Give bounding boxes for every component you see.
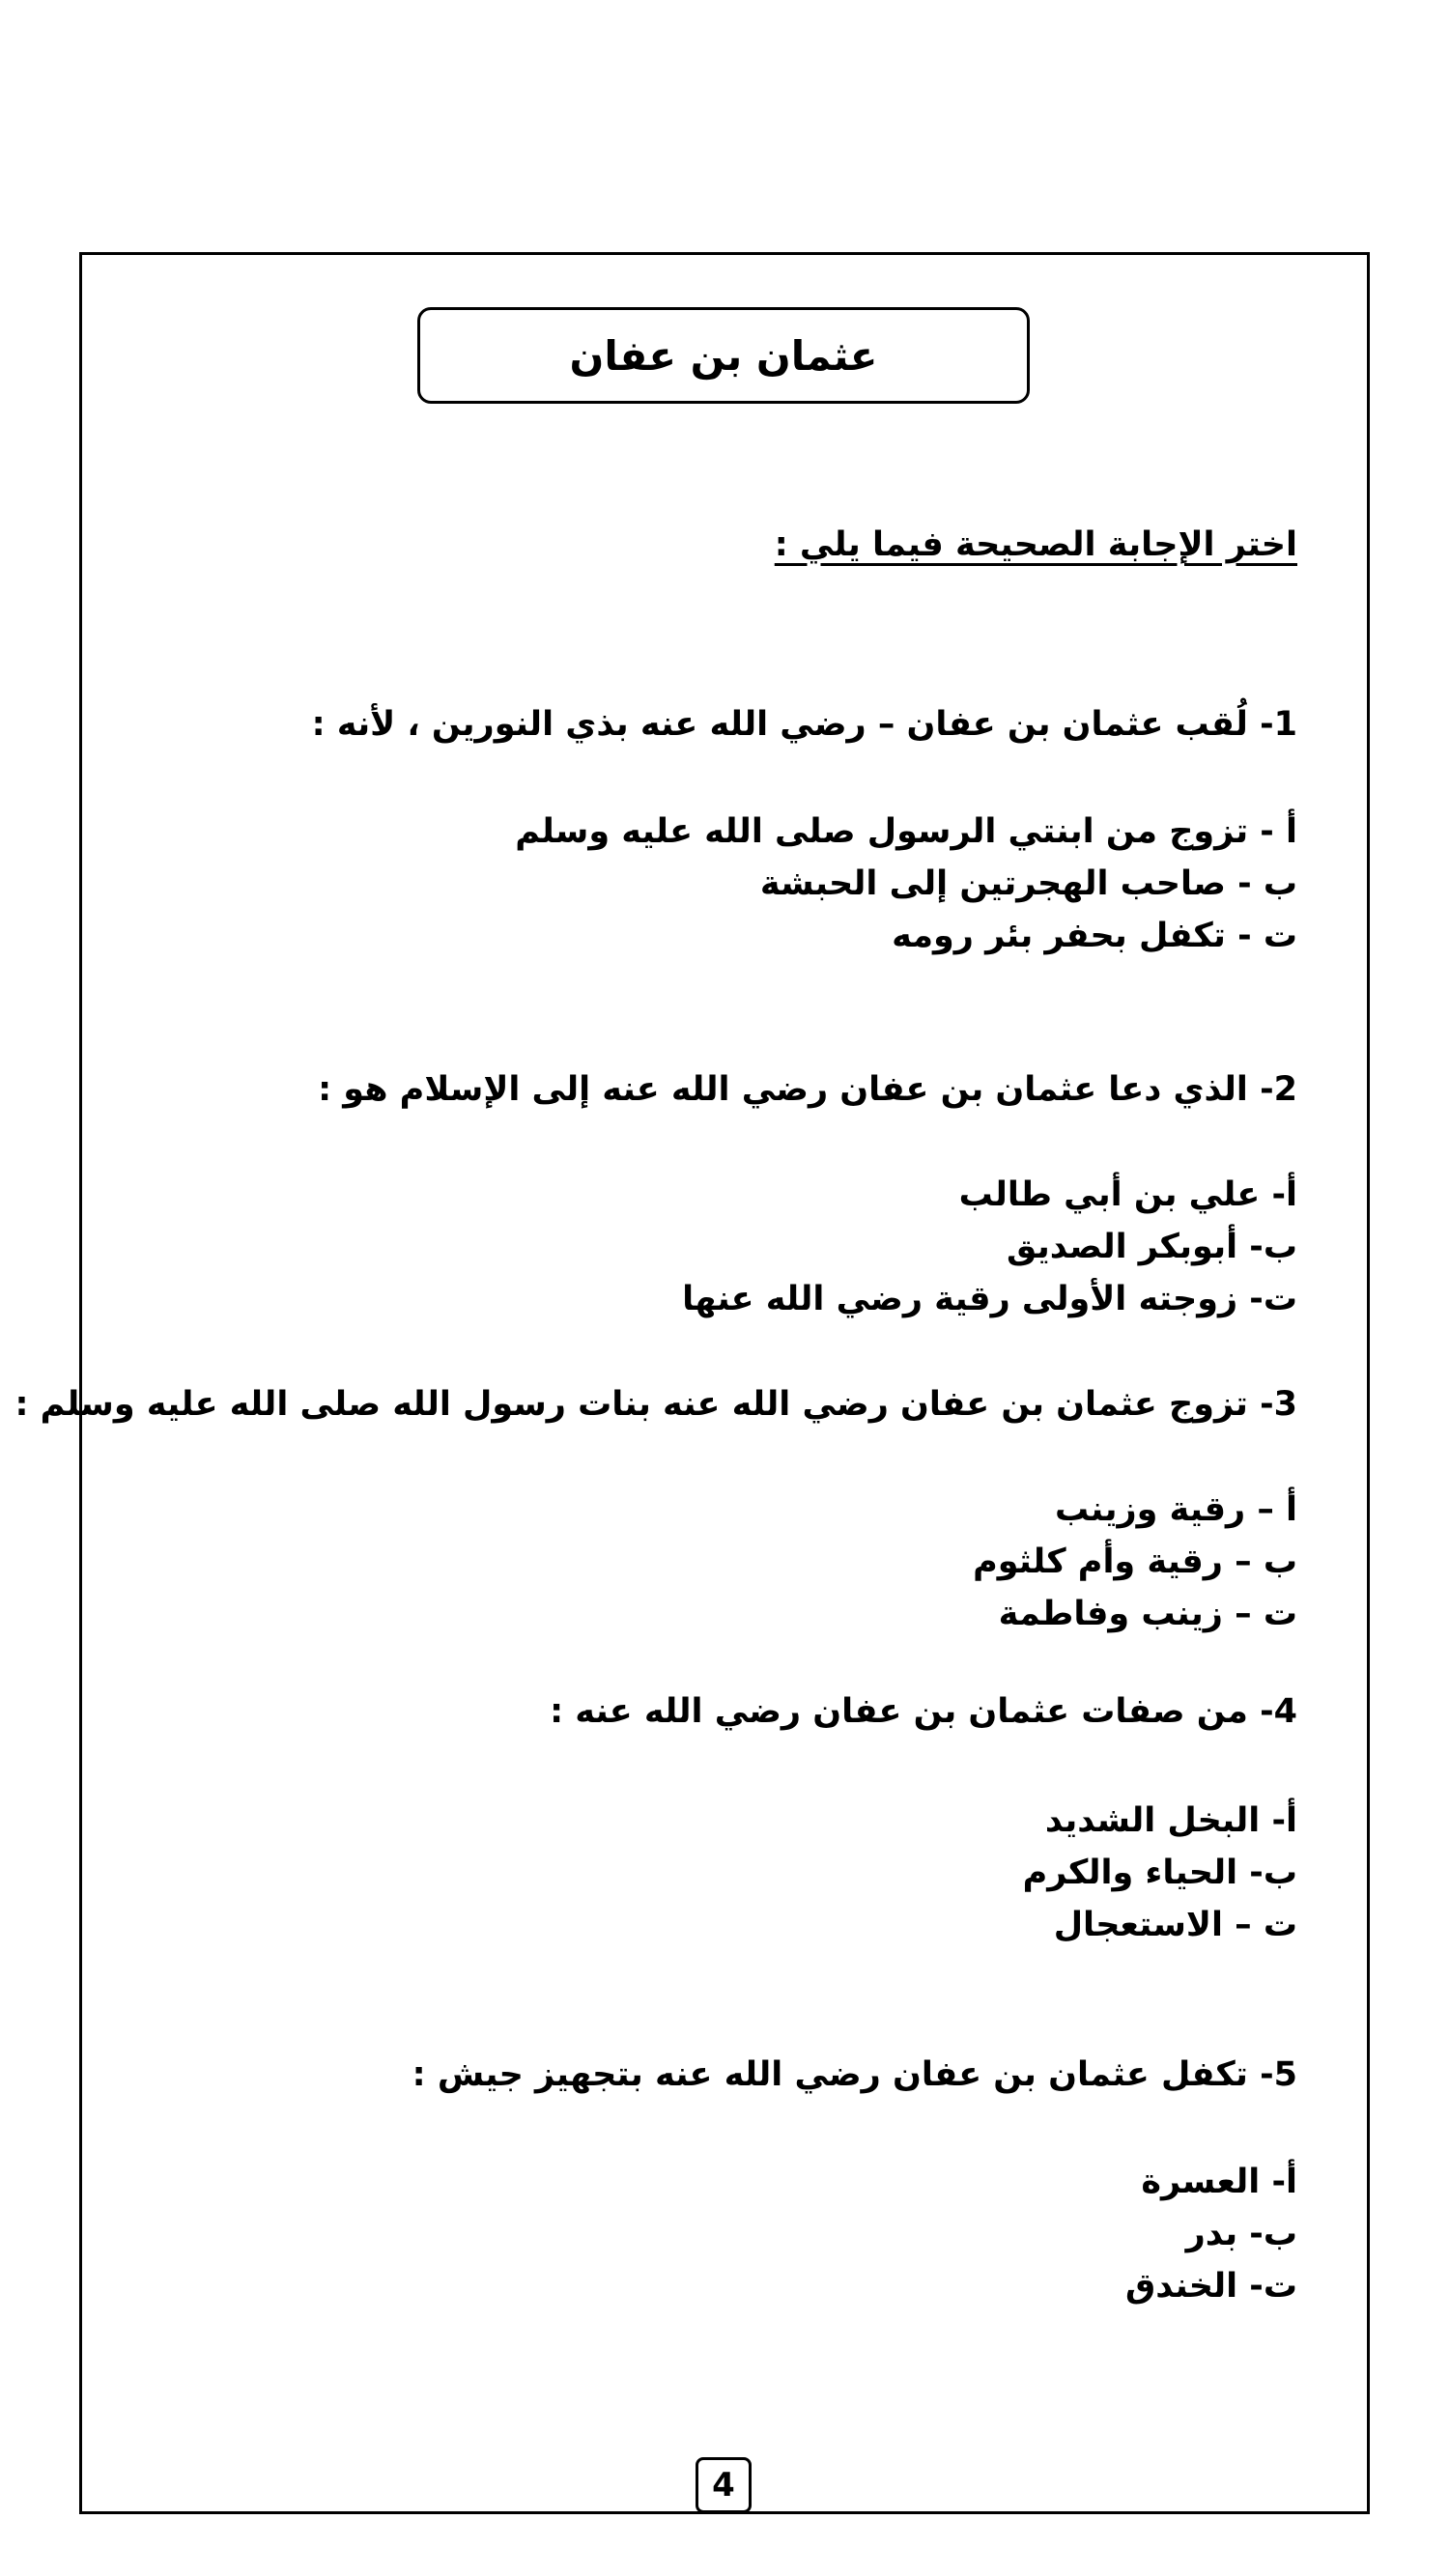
page-number: 4 [696,2457,752,2513]
question-4-option-c: ت – الاستعجال [1053,1906,1297,1944]
question-5-option-c: ت- الخندق [1124,2267,1297,2306]
question-1: 1- لُقب عثمان بن عفان – رضي الله عنه بذي النورين ، لأنه : [311,705,1297,744]
question-3-options [973,1484,1297,1640]
question-5-option-b: ب- بدر [1185,2215,1297,2253]
question-5-options [1125,2156,1297,2312]
question-2-option-a: أ- علي بن أبي طالب [958,1175,1297,1214]
question-3-option-c: ت – زينب وفاطمة [998,1595,1297,1633]
question-4-option-b: ب- الحياء والكرم [1022,1854,1297,1892]
question-5-option-a: أ- العسرة [1141,2163,1297,2201]
question-1-option-c: ت - تكفل بحفر بئر رومه [892,917,1297,955]
question-1-options [515,806,1297,962]
question-2: 2- الذي دعا عثمان بن عفان رضي الله عنه إلى الإسلام هو : [318,1070,1297,1109]
question-3-option-b: ب – رقية وأم كلثوم [973,1543,1297,1581]
question-5: 5- تكفل عثمان بن عفان رضي الله عنه بتجهيز جيش : [412,2055,1297,2094]
question-1-option-a: أ - تزوج من ابنتي الرسول صلى الله عليه وسلم [515,812,1297,851]
title-box [417,307,1030,404]
question-3-option-a: أ – رقية وزينب [1054,1490,1297,1529]
question-1-option-b: ب - صاحب الهجرتين إلى الحبشة [759,864,1297,903]
question-2-option-b: ب- أبوبكر الصديق [1007,1228,1297,1266]
question-4-option-a: أ- البخل الشديد [1044,1801,1297,1840]
page-title: عثمان بن عفان [569,331,878,380]
question-4-options [1023,1795,1297,1951]
question-2-options [682,1169,1297,1325]
question-2-option-c: ت- زوجته الأولى رقية رضي الله عنها [682,1280,1297,1318]
instruction-text: اختر الإجابة الصحيحة فيما يلي : [774,525,1297,564]
question-4: 4- من صفات عثمان بن عفان رضي الله عنه : [550,1692,1297,1731]
question-3: 3- تزوج عثمان بن عفان رضي الله عنه بنات رسول الله صلى الله عليه وسلم : [14,1385,1297,1424]
